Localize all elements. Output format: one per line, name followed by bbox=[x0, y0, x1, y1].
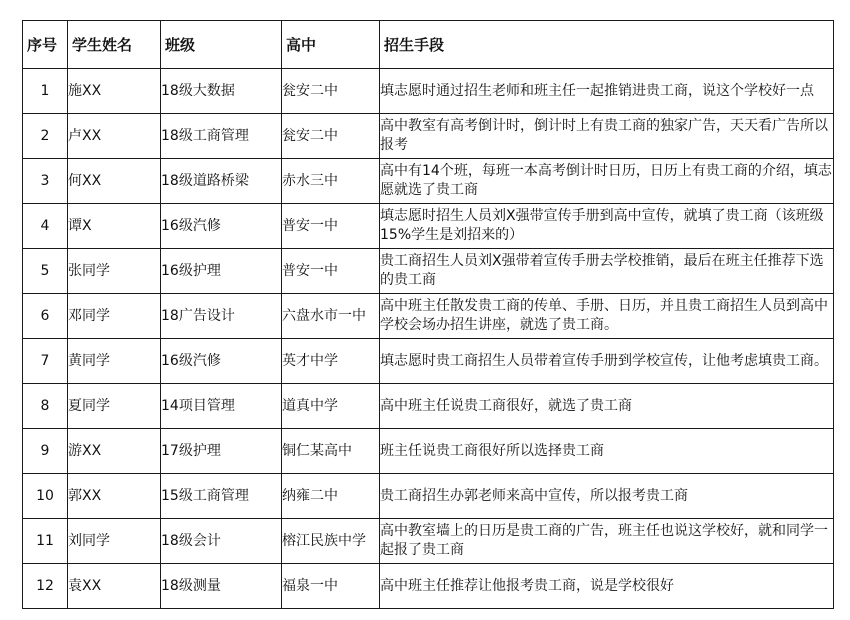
row-number: 9 bbox=[23, 429, 68, 474]
student-name: 张同学 bbox=[68, 249, 161, 294]
student-name: 卢XX bbox=[68, 114, 161, 159]
class-name: 16级汽修 bbox=[161, 204, 282, 249]
table-row bbox=[23, 384, 834, 429]
class-name: 17级护理 bbox=[161, 429, 282, 474]
student-name: 刘同学 bbox=[68, 519, 161, 564]
high-school: 瓮安二中 bbox=[282, 69, 380, 114]
row-number: 4 bbox=[23, 204, 68, 249]
table-row bbox=[23, 114, 834, 159]
student-name: 游XX bbox=[68, 429, 161, 474]
table-row bbox=[23, 564, 834, 609]
recruitment-method: 填志愿时通过招生老师和班主任一起推销进贵工商，说这个学校好一点 bbox=[380, 69, 834, 114]
row-number: 10 bbox=[23, 474, 68, 519]
class-name: 18级工商管理 bbox=[161, 114, 282, 159]
high-school: 铜仁某高中 bbox=[282, 429, 380, 474]
table-row bbox=[23, 519, 834, 564]
class-name: 14项目管理 bbox=[161, 384, 282, 429]
table-row bbox=[23, 204, 834, 249]
high-school: 英才中学 bbox=[282, 339, 380, 384]
table-row bbox=[23, 249, 834, 294]
row-number: 8 bbox=[23, 384, 68, 429]
recruitment-method: 高中教室有高考倒计时，倒计时上有贵工商的独家广告，天天看广告所以报考 bbox=[380, 114, 834, 159]
table-row bbox=[23, 69, 834, 114]
row-number: 7 bbox=[23, 339, 68, 384]
high-school: 纳雍二中 bbox=[282, 474, 380, 519]
student-name: 袁XX bbox=[68, 564, 161, 609]
recruitment-method: 高中班主任散发贵工商的传单、手册、日历，并且贵工商招生人员到高中学校会场办招生讲座，就选了贵工商。 bbox=[380, 294, 834, 339]
recruitment-method: 高中班主任推荐让他报考贵工商，说是学校很好 bbox=[380, 564, 834, 609]
high-school: 道真中学 bbox=[282, 384, 380, 429]
header-no: 序号 bbox=[23, 21, 68, 69]
recruitment-method: 高中有14个班，每班一本高考倒计时日历，日历上有贵工商的介绍，填志愿就选了贵工商 bbox=[380, 159, 834, 204]
row-number: 5 bbox=[23, 249, 68, 294]
row-number: 1 bbox=[23, 69, 68, 114]
table-row bbox=[23, 159, 834, 204]
header-row bbox=[23, 21, 834, 69]
student-name: 施XX bbox=[68, 69, 161, 114]
high-school: 福泉一中 bbox=[282, 564, 380, 609]
recruitment-method: 高中班主任说贵工商很好，就选了贵工商 bbox=[380, 384, 834, 429]
table-row bbox=[23, 429, 834, 474]
table-row bbox=[23, 474, 834, 519]
class-name: 15级工商管理 bbox=[161, 474, 282, 519]
student-name: 邓同学 bbox=[68, 294, 161, 339]
class-name: 18级道路桥梁 bbox=[161, 159, 282, 204]
recruitment-method: 班主任说贵工商很好所以选择贵工商 bbox=[380, 429, 834, 474]
student-name: 夏同学 bbox=[68, 384, 161, 429]
class-name: 18级会计 bbox=[161, 519, 282, 564]
recruitment-method: 高中教室墙上的日历是贵工商的广告，班主任也说这学校好，就和同学一起报了贵工商 bbox=[380, 519, 834, 564]
recruitment-table bbox=[22, 20, 834, 609]
high-school: 赤水三中 bbox=[282, 159, 380, 204]
student-name: 郭XX bbox=[68, 474, 161, 519]
recruitment-method: 贵工商招生办郭老师来高中宣传，所以报考贵工商 bbox=[380, 474, 834, 519]
high-school: 瓮安二中 bbox=[282, 114, 380, 159]
student-name: 黄同学 bbox=[68, 339, 161, 384]
class-name: 18级测量 bbox=[161, 564, 282, 609]
high-school: 普安一中 bbox=[282, 204, 380, 249]
row-number: 6 bbox=[23, 294, 68, 339]
table-header bbox=[23, 21, 834, 69]
recruitment-method: 填志愿时招生人员刘X强带宣传手册到高中宣传，就填了贵工商（该班级15%学生是刘招来的） bbox=[380, 204, 834, 249]
high-school: 榕江民族中学 bbox=[282, 519, 380, 564]
class-name: 16级汽修 bbox=[161, 339, 282, 384]
class-name: 16级护理 bbox=[161, 249, 282, 294]
table-body bbox=[23, 69, 834, 609]
class-name: 18广告设计 bbox=[161, 294, 282, 339]
header-student-name: 学生姓名 bbox=[68, 21, 161, 69]
row-number: 12 bbox=[23, 564, 68, 609]
high-school: 六盘水市一中 bbox=[282, 294, 380, 339]
recruitment-method: 贵工商招生人员刘X强带着宣传手册去学校推销，最后在班主任推荐下选的贵工商 bbox=[380, 249, 834, 294]
table-row bbox=[23, 339, 834, 384]
row-number: 3 bbox=[23, 159, 68, 204]
header-class: 班级 bbox=[161, 21, 282, 69]
row-number: 11 bbox=[23, 519, 68, 564]
recruitment-method: 填志愿时贵工商招生人员带着宣传手册到学校宣传，让他考虑填贵工商。 bbox=[380, 339, 834, 384]
student-name: 何XX bbox=[68, 159, 161, 204]
row-number: 2 bbox=[23, 114, 68, 159]
table-row bbox=[23, 294, 834, 339]
high-school: 普安一中 bbox=[282, 249, 380, 294]
student-name: 谭X bbox=[68, 204, 161, 249]
header-high-school: 高中 bbox=[282, 21, 380, 69]
header-recruitment-method: 招生手段 bbox=[380, 21, 834, 69]
class-name: 18级大数据 bbox=[161, 69, 282, 114]
